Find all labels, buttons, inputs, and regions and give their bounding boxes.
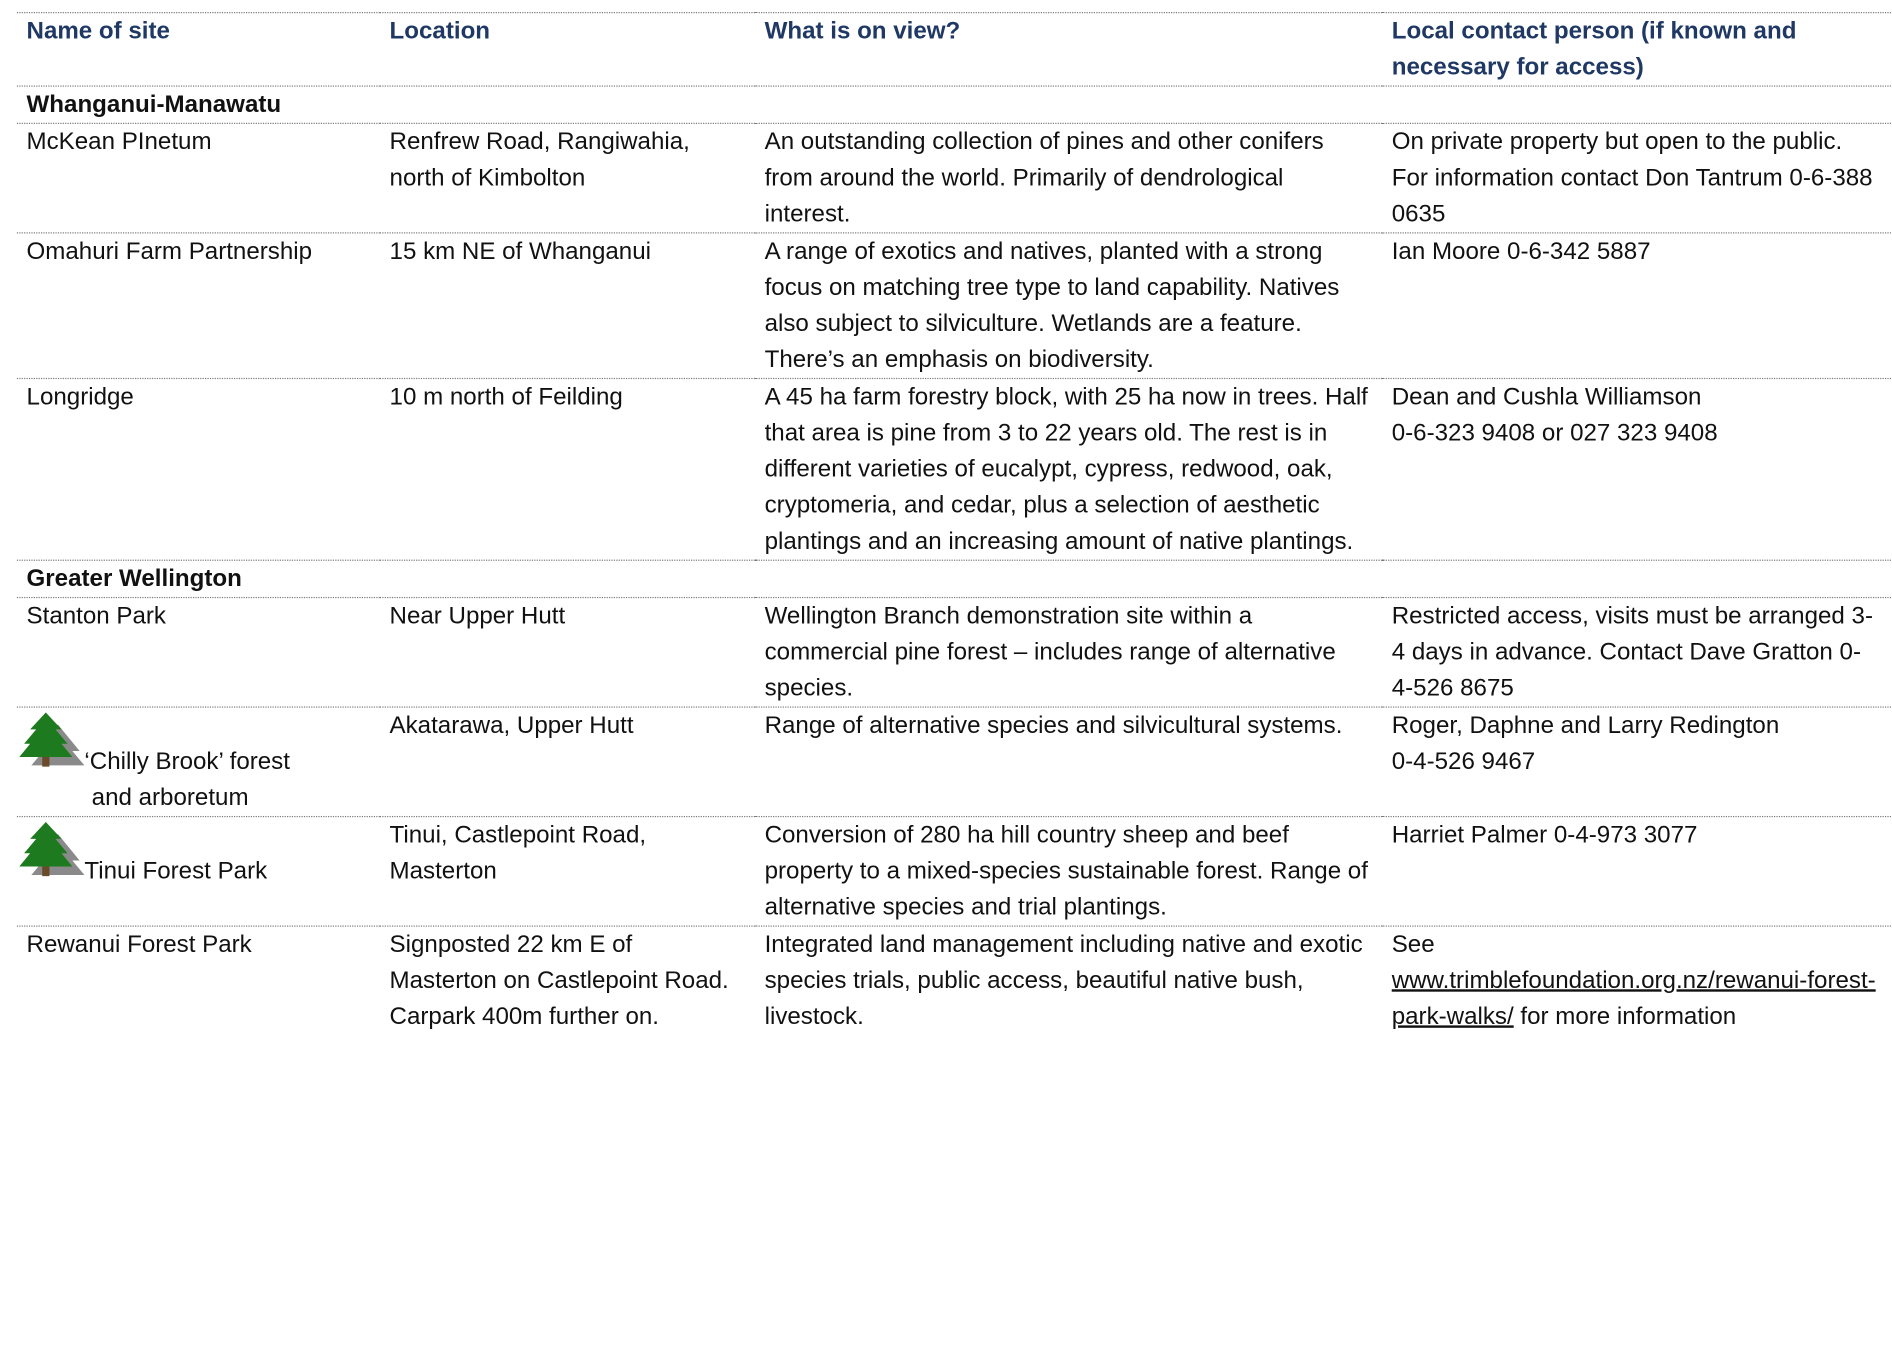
table-row — [17, 817, 1891, 927]
site-location: Renfrew Road, Rangiwahia, north of Kimbolton — [380, 123, 755, 233]
site-name — [17, 707, 380, 817]
site-location: Tinui, Castlepoint Road, Masterton — [380, 817, 755, 927]
contact-line: 0-4-526 9467 — [1391, 748, 1536, 776]
site-view: An outstanding collection of pines and other conifers from around the world. Primarily of dendrological interest. — [755, 123, 1382, 233]
site-view: A 45 ha farm forestry block, with 25 ha now in trees. Half that area is pine from 3 to 22 years old. The rest is in different varieties of eucalypt, cypress, redwood, oak, cryptomeria, and cedar, plus a selection of aesthetic plantings and an increasing amount of native plantings. — [755, 379, 1382, 561]
site-contact — [1382, 379, 1891, 561]
site-name: Omahuri Farm Partnership — [17, 233, 380, 379]
site-view: A range of exotics and natives, planted with a strong focus on matching tree type to land capability. Natives also subject to silviculture. Wetlands are a feature. There’s an emphasis on biodiversity. — [755, 233, 1382, 379]
site-view: Integrated land management including native and exotic species trials, public access, beautiful native bush, livestock. — [764, 931, 1363, 1031]
region-name: Whanganui-Manawatu — [17, 86, 1891, 123]
site-contact: Restricted access, visits must be arranged 3-4 days in advance. Contact Dave Gratton 0-4-526 8675 — [1382, 598, 1891, 708]
demonstration-sites-table — [17, 12, 1891, 1035]
site-name: Longridge — [17, 379, 380, 561]
site-location: Near Upper Hutt — [380, 598, 755, 708]
header-location: Location — [380, 13, 755, 86]
tree-icon — [19, 822, 84, 877]
site-contact — [1382, 707, 1891, 817]
region-name: Greater Wellington — [17, 560, 1891, 597]
site-name-line: ‘Chilly Brook’ forest — [84, 748, 290, 776]
region-row — [17, 86, 1891, 123]
site-name — [17, 817, 380, 927]
contact-prefix: See — [1391, 931, 1435, 958]
rewanui-website-link[interactable]: www.trimblefoundation.org.nz/rewanui-forest-park-walks/ — [1391, 967, 1876, 1031]
header-name-of-site: Name of site — [17, 13, 380, 86]
table-header-row — [17, 13, 1891, 86]
site-contact: On private property but open to the public. For information contact Don Tantrum 0-6-388 0635 — [1382, 123, 1891, 233]
contact-line: Dean and Cushla Williamson — [1391, 383, 1702, 411]
site-view: Range of alternative species and silvicultural systems. — [755, 707, 1382, 817]
site-location: Akatarawa, Upper Hutt — [380, 707, 755, 817]
site-contact: Harriet Palmer 0-4-973 3077 — [1382, 817, 1891, 927]
header-what-is-on-view: What is on view? — [755, 13, 1382, 86]
site-view: Wellington Branch demonstration site within a commercial pine forest – includes range of alternative species. — [755, 598, 1382, 708]
site-contact — [1382, 926, 1891, 1035]
site-name: McKean PInetum — [17, 123, 380, 233]
site-name: Rewanui Forest Park — [26, 931, 252, 958]
contact-line: Roger, Daphne and Larry Redington — [1391, 712, 1780, 739]
table-row — [17, 123, 1891, 233]
table-row — [17, 598, 1891, 708]
site-contact: Ian Moore 0-6-342 5887 — [1382, 233, 1891, 379]
contact-suffix: for more information — [1513, 1003, 1737, 1031]
site-location: Signposted 22 km E of Masterton on Castlepoint Road. Carpark 400m further on. — [389, 931, 729, 1031]
header-local-contact: Local contact person (if known and necessary for access) — [1382, 13, 1891, 86]
contact-line: 0-6-323 9408 or 027 323 9408 — [1391, 420, 1718, 447]
site-name-line: and arboretum — [91, 784, 249, 812]
table-row — [17, 926, 1891, 1035]
site-view: Conversion of 280 ha hill country sheep and beef property to a mixed-species sustainable forest. Range of alternative species and trial plantings. — [755, 817, 1382, 927]
table-row — [17, 707, 1891, 817]
site-location: 10 m north of Feilding — [380, 379, 755, 561]
region-row — [17, 560, 1891, 597]
table-row — [17, 233, 1891, 379]
tree-icon — [19, 712, 84, 767]
site-location: 15 km NE of Whanganui — [380, 233, 755, 379]
site-name-line: Tinui Forest Park — [84, 858, 268, 885]
site-name: Stanton Park — [17, 598, 380, 708]
table-row — [17, 379, 1891, 561]
